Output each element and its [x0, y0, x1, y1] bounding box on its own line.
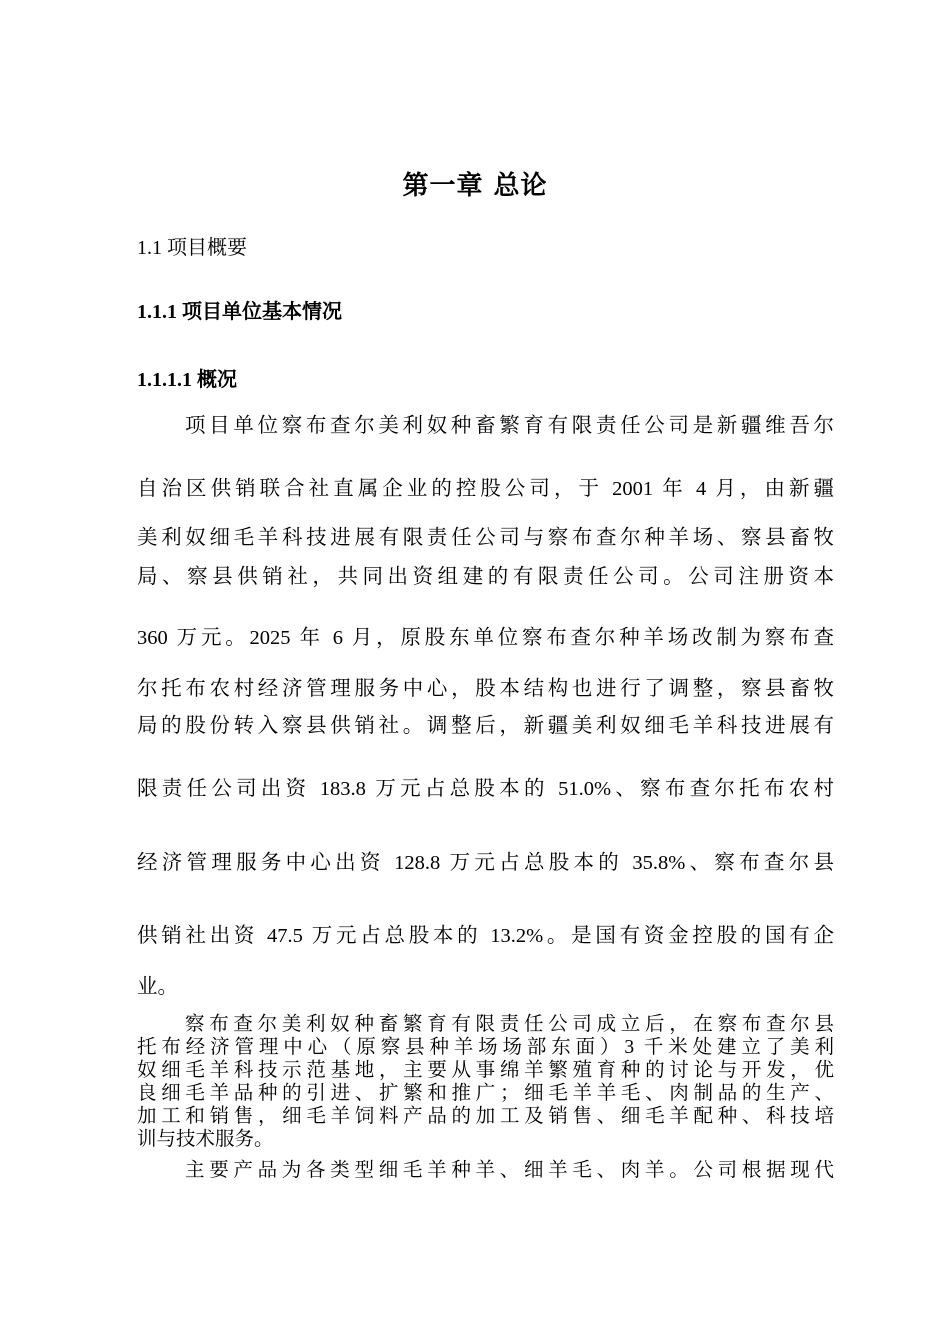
paragraph-line: 尔托布农村经济管理服务中心，股本结构也进行了调整，察县畜牧 — [137, 678, 834, 700]
paragraph-line: 供销社出资 47.5 万元占总股本的 13.2%。是国有资金控股的国有企 — [137, 925, 834, 947]
section-heading-1-1-1: 1.1.1 项目单位基本情况 — [137, 301, 342, 323]
paragraph-line: 业。 — [137, 976, 178, 998]
paragraph-line: 360 万元。2025 年 6 月，原股东单位察布查尔种羊场改制为察布查 — [137, 627, 834, 649]
section-heading-1-1: 1.1 项目概要 — [137, 237, 247, 259]
chapter-title: 第一章 总论 — [402, 171, 548, 201]
paragraph-line: 加工和销售，细毛羊饲料产品的加工及销售、细毛羊配种、科技培 — [137, 1106, 834, 1127]
paragraph-line: 项目单位察布查尔美利奴种畜繁育有限责任公司是新疆维吾尔 — [185, 415, 834, 437]
paragraph-line: 局、察县供销社，共同出资组建的有限责任公司。公司注册资本 — [137, 566, 834, 588]
paragraph-line: 经济管理服务中心出资 128.8 万元占总股本的 35.8%、察布查尔县 — [137, 852, 834, 874]
paragraph-line: 自治区供销联合社直属企业的控股公司，于 2001 年 4 月，由新疆 — [137, 478, 834, 500]
paragraph-line: 主要产品为各类型细毛羊种羊、细羊毛、肉羊。公司根据现代 — [185, 1160, 834, 1181]
paragraph-line: 察布查尔美利奴种畜繁育有限责任公司成立后，在察布查尔县 — [185, 1014, 834, 1035]
paragraph-line: 局的股份转入察县供销社。调整后，新疆美利奴细毛羊科技进展有 — [137, 715, 834, 737]
paragraph-line: 奴细毛羊科技示范基地，主要从事绵羊繁殖育种的讨论与开发，优 — [137, 1060, 834, 1081]
paragraph-line: 训与技术服务。 — [137, 1129, 274, 1150]
paragraph-line: 限责任公司出资 183.8 万元占总股本的 51.0%、察布查尔托布农村 — [137, 778, 834, 800]
paragraph-line: 美利奴细毛羊科技进展有限责任公司与察布查尔种羊场、察县畜牧 — [137, 527, 834, 549]
section-heading-1-1-1-1: 1.1.1.1 概况 — [137, 369, 237, 391]
paragraph-line: 托布经济管理中心（原察县种羊场场部东面）3 千米处建立了美利 — [137, 1037, 834, 1058]
paragraph-line: 良细毛羊品种的引进、扩繁和推广；细毛羊羊毛、肉制品的生产、 — [137, 1083, 834, 1104]
